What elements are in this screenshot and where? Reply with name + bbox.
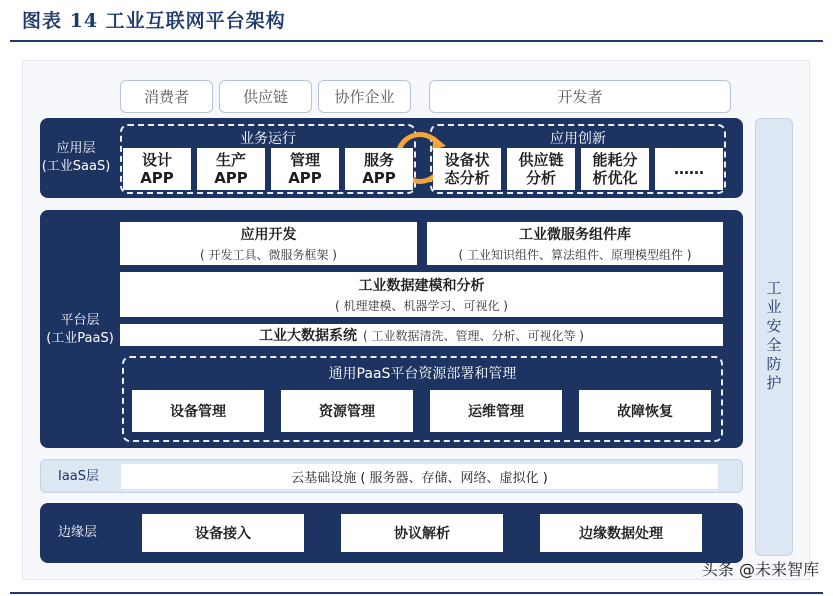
user-supply-chain: 供应链	[219, 80, 312, 113]
business-app-1: 生产 APP	[197, 148, 265, 190]
user-consumer: 消费者	[120, 80, 213, 113]
business-app-2: 管理 APP	[271, 148, 339, 190]
resource-item-0: 设备管理	[132, 390, 264, 432]
security-protection-bar: 工业安全防护	[755, 118, 793, 556]
innovation-app-0: 设备状 态分析	[433, 148, 501, 190]
microservice-library-box: 工业微服务组件库 ( 工业知识组件、算法组件、原理模型组件 )	[427, 222, 723, 265]
paas-layer	[40, 210, 743, 448]
innovation-app-3: ……	[655, 148, 723, 190]
iaas-layer	[40, 459, 743, 493]
application-innovation-title: 应用创新	[550, 131, 606, 147]
edge-item-0: 设备接入	[142, 514, 304, 552]
title-divider	[10, 40, 823, 42]
edge-layer-label: 边缘层	[57, 525, 97, 540]
edge-item-1: 协议解析	[341, 514, 503, 552]
innovation-app-1: 供应链 分析	[507, 148, 575, 190]
watermark: 头条 @未来智库	[701, 560, 819, 579]
resource-item-3: 故障恢复	[579, 390, 711, 432]
paas-layer-label: 平台层 (工业PaaS)	[46, 313, 114, 346]
figure-title: 图表 14 工业互联网平台架构	[22, 10, 286, 32]
innovation-app-2: 能耗分 析优化	[581, 148, 649, 190]
edge-item-2: 边缘数据处理	[540, 514, 702, 552]
edge-layer	[40, 503, 743, 563]
business-operation-title: 业务运行	[240, 131, 296, 147]
app-development-box: 应用开发 ( 开发工具、微服务框架 )	[120, 222, 417, 265]
cloud-infrastructure-box: 云基础设施 ( 服务器、存储、网络、虚拟化 )	[121, 464, 718, 489]
business-app-0: 设计 APP	[123, 148, 191, 190]
resource-item-2: 运维管理	[430, 390, 562, 432]
user-developer: 开发者	[429, 80, 731, 113]
saas-layer-label: 应用层 (工业SaaS)	[41, 141, 111, 174]
data-modeling-box: 工业数据建模和分析 ( 机理建模、机器学习、可视化 )	[120, 272, 723, 317]
saas-layer	[40, 118, 743, 198]
business-app-3: 服务 APP	[345, 148, 413, 190]
bottom-divider	[10, 592, 823, 594]
big-data-system-box: 工业大数据系统 ( 工业数据清洗、管理、分析、可视化等 )	[120, 324, 723, 346]
user-enterprise: 协作企业	[318, 80, 411, 113]
resource-item-1: 资源管理	[281, 390, 413, 432]
iaas-layer-label: IaaS层	[57, 469, 100, 484]
resource-management-title: 通用PaaS平台资源部署和管理	[328, 366, 517, 382]
